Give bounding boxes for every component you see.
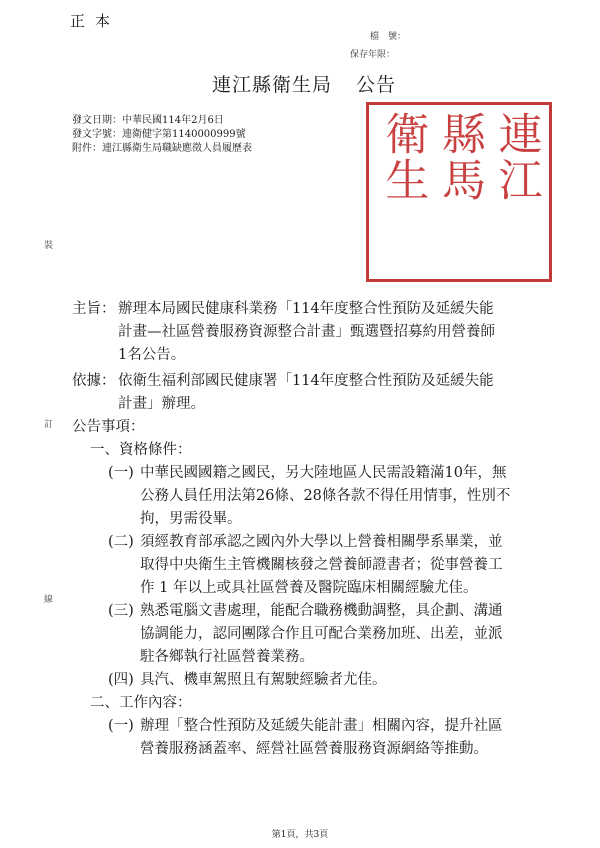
item-line: 中華民國國籍之國民，另大陸地區人民需設籍滿10年，無	[140, 465, 507, 481]
item-marker: (三)	[108, 603, 134, 619]
item-line: 熟悉電腦文書處理，能配合職務機動調整，具企劃、溝通	[140, 603, 503, 619]
seal-text: 衛生	[377, 111, 429, 203]
item-line: 拘，男需役畢。	[140, 511, 242, 527]
item-line: 駐各鄉執行社區營養業務。	[140, 649, 314, 665]
item-marker: (一)	[108, 465, 134, 481]
retention-label: 保存年限：	[350, 50, 396, 60]
item-marker: (一)	[108, 718, 134, 734]
seal-text: 連江	[490, 111, 542, 203]
basis-body	[118, 370, 494, 416]
document-title	[212, 70, 396, 97]
item-body	[140, 462, 510, 531]
agency-name: 連江縣衛生局	[212, 74, 333, 96]
item-body	[140, 669, 387, 692]
copy-mark: 正本	[70, 12, 121, 30]
item-line: 作 1 年以上或具社區營養及醫院臨床相關經驗尤佳。	[140, 580, 478, 596]
item-body	[140, 600, 503, 669]
page-number: 第1頁，共3頁	[271, 830, 329, 840]
item-line: 營養服務涵蓋率、經營社區營養服務資源網絡等推動。	[140, 741, 488, 757]
document-type: 公告	[356, 74, 397, 96]
item-line: 辦理「整合性預防及延緩失能計畫」相關內容，提升社區	[140, 718, 503, 734]
subject-line: 計畫—社區營養服務資源整合計畫」甄選暨招募約用營養師	[118, 324, 495, 340]
item-line: 協調能力，認同團隊合作且可配合業務加班、出差，並派	[140, 626, 503, 642]
issue-number: 發文字號：連衛健字第1140000999號	[72, 129, 246, 140]
binding-mark: 線	[44, 595, 54, 605]
issue-date: 發文日期：中華民國114年2月6日	[72, 115, 224, 126]
seal-text: 縣馬	[434, 111, 485, 203]
basis-line: 依衛生福利部國民健康署「114年度整合性預防及延緩失能	[118, 373, 494, 389]
section-heading: 一、資格條件：	[90, 442, 192, 458]
subject-line: 辦理本局國民健康科業務「114年度整合性預防及延緩失能	[118, 301, 494, 317]
binding-mark: 裝	[44, 241, 54, 251]
binding-mark: 訂	[44, 420, 54, 430]
item-line: 取得中央衛生主管機關核發之營養師證書者；從事營養工	[140, 557, 503, 573]
attachment-line: 附件：連江縣衛生局職缺應徵人員履歷表	[72, 143, 252, 154]
item-marker: (二)	[108, 534, 134, 550]
item-body	[140, 531, 503, 600]
item-line: 具汽、機車駕照且有駕駛經驗者尤佳。	[140, 672, 387, 688]
basis-label: 依據：	[72, 373, 116, 389]
subject-body	[118, 298, 495, 367]
section-heading: 二、工作內容：	[90, 695, 192, 711]
item-marker: (四)	[108, 672, 134, 688]
item-line: 須經教育部承認之國內外大學以上營養相關學系畢業，並	[140, 534, 503, 550]
subject-line: 1名公告。	[118, 347, 186, 363]
notice-heading: 公告事項：	[72, 419, 145, 435]
subject-label: 主旨：	[72, 301, 116, 317]
official-seal	[366, 102, 552, 282]
file-number-label: 檔 號：	[370, 32, 407, 42]
basis-line: 計畫」辦理。	[118, 396, 205, 412]
item-line: 公務人員任用法第26條、28條各款不得任用情事，性別不	[140, 488, 511, 504]
item-body	[140, 715, 503, 761]
